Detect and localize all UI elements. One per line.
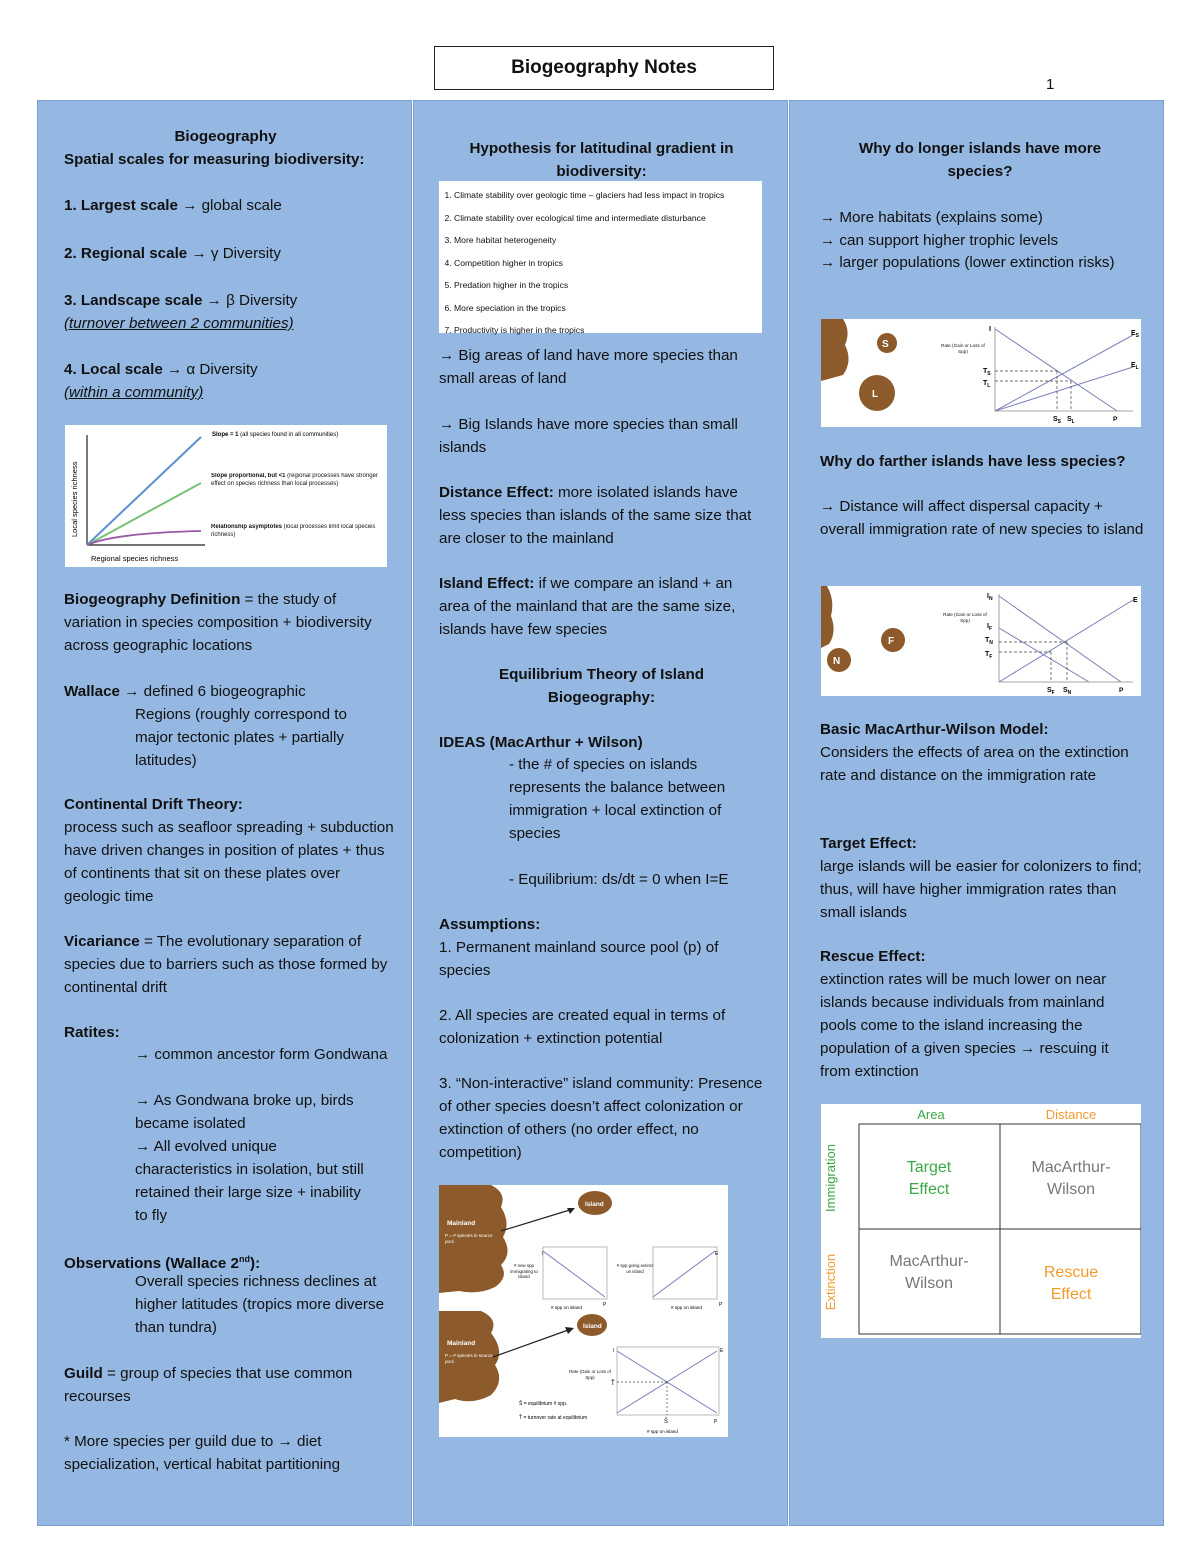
s-hat-definition: Ŝ = equilibrium # spp.	[519, 1401, 568, 1407]
svg-text:P: P	[1113, 416, 1118, 423]
extinction-line-b	[999, 600, 1133, 682]
column-1	[37, 100, 412, 1526]
matrix-macarthur-wilson-area: MacArthur-Wilson	[889, 1253, 969, 1292]
immigration-ylabel: # new spp immigrating to island	[510, 1263, 538, 1279]
effects-matrix	[821, 1104, 1141, 1338]
pool-label-top: P = # species in source pool	[445, 1233, 493, 1244]
hypothesis-item: 3. More habitat heterogeneity	[454, 229, 762, 252]
svg-text:P: P	[1119, 687, 1124, 694]
longer-reason-3: → larger populations (lower extinction risks)	[820, 254, 1115, 271]
richness-chart	[65, 425, 387, 567]
distance-effect-diagram: F N $I_N$ $I_F$ E $T_N$ $T_F$ $S_F$ $S_N$ P Rate (Gain or Loss of Spp)	[821, 586, 1141, 696]
rescue-effect-text: extinction rates will be much lower on near islands because individuals from mainland pools come to the island increasing the population of a given species → rescuing it from extinction	[820, 971, 1109, 1080]
wallace-line: Wallace → defined 6 biogeographic	[64, 683, 306, 700]
ideas-point-1: - the # of species on islands represents the balance between immigration + local extinction of species	[509, 756, 726, 842]
immigration-xlabel: # spp on island	[551, 1305, 582, 1310]
svg-text:TS: $T_S$	[983, 368, 991, 377]
hypothesis-item: 4. Competition higher in tropics	[454, 252, 762, 275]
island-effect: Island Effect: if we compare an island + an area of the mainland that are the same size, islands have few species	[439, 575, 736, 638]
ratites-point-3: → All evolved unique characteristics in isolation, but still retained their large size + inability to fly	[135, 1138, 364, 1224]
equilibrium-xlabel: # spp on island	[647, 1429, 678, 1434]
svg-text:TN: $T_N$	[985, 637, 993, 646]
svg-text:SS: $S_S$	[1053, 416, 1062, 425]
vicariance-definition: Vicariance = The evolutionary separation of species due to barriers such as those formed by continental drift	[64, 933, 388, 996]
scale-2: 2. Regional scale → γ Diversity	[64, 245, 281, 262]
equilibrium-I-label: I	[613, 1348, 615, 1354]
island-label-bottom: Island	[583, 1323, 602, 1330]
equilibrium-T-mark: T̂	[611, 1381, 615, 1387]
biogeography-definition: Biogeography Definition = the study of variation in species composition + biodiversity across geographic locations	[64, 591, 372, 654]
assumption-3: 3. “Non-interactive” island community: Presence of other species doesn’t affect colonization or extinction of others (no order effect, no competition)	[439, 1075, 763, 1161]
area-effect-diagram: S L I $E_S$ $E_L$ $T_S$ $T_L$ $S_S$ $S_L$ P Rate (Gain or Loss of Spp)	[821, 319, 1141, 427]
svg-text:L: L	[872, 389, 879, 400]
hypothesis-item: 1. Climate stability over geologic time – glaciers had less impact in tropics	[454, 184, 762, 207]
svg-text:F: F	[888, 636, 895, 647]
svg-text:SL: $S_L$	[1067, 416, 1075, 425]
svg-text:E: E	[1133, 597, 1138, 604]
ideas-label: IDEAS (MacArthur + Wilson)	[439, 734, 643, 751]
mainland-label-bottom: Mainland	[447, 1340, 476, 1347]
immigration-I-label: I	[542, 1251, 544, 1257]
assumptions-label: Assumptions:	[439, 916, 541, 933]
macarthur-wilson-text: Considers the effects of area on the extinction rate and distance on the immigration rate	[820, 744, 1129, 784]
extinction-curve	[653, 1251, 715, 1297]
observations-text: Overall species richness declines at higher latitudes (tropics more diverse than tundra)	[135, 1273, 385, 1336]
equilibrium-ylabel: Rate (Gain or Loss of Spp)	[569, 1369, 611, 1380]
continental-drift-text: process such as seafloor spreading + subduction have driven changes in position of plates + thus of continents that sit on these plates over geologic time	[64, 819, 394, 905]
farther-islands-heading: Why do farther islands have less species?	[820, 453, 1126, 470]
mainland-shape-a	[821, 319, 849, 381]
longer-reason-1: → More habitats (explains some)	[820, 209, 1043, 226]
scale-3: 3. Landscape scale → β Diversity	[64, 292, 298, 309]
svg-text:TF: $T_F$	[985, 651, 993, 660]
column-3	[789, 100, 1164, 1526]
equilibrium-P-label: P	[714, 1419, 718, 1425]
matrix-rescue-effect: Rescue Effect	[1043, 1264, 1099, 1303]
assumption-1: 1. Permanent mainland source pool (p) of species	[439, 939, 719, 979]
slope-1-annotation: Slope = 1 (all species found in all communities)	[212, 432, 339, 438]
svg-text:EL: $E_L$	[1131, 362, 1139, 371]
observations-label: Observations (Wallace 2nd):	[64, 1254, 261, 1273]
guild-definition: Guild = group of species that use common recourses	[64, 1365, 353, 1405]
big-areas-text: → Big areas of land have more species than small areas of land	[439, 347, 738, 387]
scale-4-note: (within a community)	[64, 384, 204, 401]
extinction-large-line	[995, 367, 1133, 411]
immigration-curve	[543, 1251, 605, 1297]
matrix-col-area: Area	[917, 1107, 945, 1122]
island-label-top: Island	[585, 1201, 604, 1208]
macarthur-wilson-label: Basic MacArthur-Wilson Model:	[820, 721, 1049, 738]
farther-reason: → Distance will affect dispersal capacity + overall immigration rate of new species to island	[820, 498, 1144, 538]
hypothesis-item: 6. More speciation in the tropics	[454, 297, 762, 320]
extinction-xlabel: # spp on island	[671, 1305, 702, 1310]
rescue-effect-label: Rescue Effect:	[820, 948, 926, 965]
hypothesis-item: 5. Predation higher in the tropics	[454, 274, 762, 297]
svg-text:TL: $T_L$	[983, 380, 991, 389]
distance-effect: Distance Effect: more isolated islands have less species than islands of the same size that are closer to the mainland	[439, 484, 752, 547]
equilibrium-diagram	[439, 1185, 728, 1437]
svg-text:IF: $I_F$	[987, 623, 993, 632]
mainland-shape-b	[821, 586, 834, 648]
hypothesis-heading: Hypothesis for latitudinal gradient in biodiversity:	[469, 140, 734, 180]
guild-note: * More species per guild due to → diet specialization, vertical habitat partitioning	[64, 1433, 341, 1473]
ratites-point-2: → As Gondwana broke up, birds became isolated	[135, 1092, 354, 1132]
slope-proportional-annotation: Slope proportional, but <1 (regional processes have stronger effect on species richness than local processes)	[211, 473, 378, 487]
slope-1-line	[87, 437, 201, 545]
hypothesis-item: 2. Climate stability over ecological time and intermediate disturbance	[454, 207, 762, 230]
column-2	[413, 100, 788, 1526]
svg-text:I: I	[989, 326, 991, 333]
longer-islands-heading: Why do longer islands have more species?	[858, 140, 1102, 180]
svg-text:IN: $I_N$	[987, 593, 993, 602]
svg-text:SN: $S_N$	[1063, 687, 1072, 696]
svg-text:SF: $S_F$	[1047, 687, 1055, 696]
arrow-bottom	[493, 1329, 571, 1357]
wallace-regions: Regions (roughly correspond to major tectonic plates + partially latitudes)	[135, 706, 347, 769]
target-effect-label: Target Effect:	[820, 835, 917, 852]
matrix-row-immigration: Immigration	[823, 1144, 838, 1212]
svg-text:S: S	[882, 339, 889, 350]
arrow-top	[501, 1209, 573, 1231]
pool-label-bottom: P = # species in source pool	[445, 1353, 493, 1364]
matrix-target-effect: Target Effect	[906, 1159, 952, 1198]
equilibrium-heading: Equilibrium Theory of Island Biogeography:	[498, 666, 705, 706]
extinction-E-label: E	[715, 1251, 719, 1257]
equilibrium-E-label: E	[720, 1348, 724, 1354]
immigration-line-a	[995, 329, 1117, 411]
scale-1: 1. Largest scale → global scale	[64, 197, 282, 214]
extinction-P-label: P	[719, 1302, 723, 1308]
scale-4: 4. Local scale → α Diversity	[64, 361, 258, 378]
assumption-2: 2. All species are created equal in terms of colonization + extinction potential	[439, 1007, 726, 1047]
asymptote-line	[87, 531, 201, 545]
richness-ylabel: Local species richness	[70, 461, 79, 537]
asymptote-annotation: Relationship asymptotes (local processes limit local species richness)	[211, 524, 376, 538]
matrix-macarthur-wilson-distance: MacArthur-Wilson	[1031, 1159, 1111, 1198]
hypothesis-list	[439, 181, 762, 333]
mainland-label-top: Mainland	[447, 1220, 476, 1227]
svg-text:ES: $E_S$	[1131, 330, 1140, 339]
col1-subheading: Spatial scales for measuring biodiversity:	[64, 151, 365, 168]
target-effect-text: large islands will be easier for colonizers to find; thus, will have higher immigration rates than small islands	[820, 858, 1142, 921]
ratites-label: Ratites:	[64, 1024, 120, 1041]
equilibrium-S-mark: Ŝ	[664, 1419, 669, 1425]
matrix-col-distance: Distance	[1045, 1107, 1097, 1122]
continental-drift-label: Continental Drift Theory:	[64, 796, 243, 813]
ratites-point-1: → common ancestor form Gondwana	[135, 1046, 388, 1063]
page-number: 1	[1046, 76, 1055, 93]
col1-heading: Biogeography	[174, 128, 277, 145]
big-islands-text: → Big Islands have more species than small islands	[439, 416, 738, 456]
svg-text:N: N	[833, 656, 841, 667]
immigration-P-label: P	[603, 1302, 607, 1308]
scale-3-note: (turnover between 2 communities)	[64, 315, 294, 332]
t-hat-definition: T̂ = turnover rate at equilibrium	[519, 1415, 588, 1421]
hypothesis-item: 7. Productivity is higher in the tropics	[454, 319, 762, 342]
page-title: Biogeography Notes	[434, 46, 774, 90]
longer-reason-2: → can support higher trophic levels	[820, 232, 1059, 249]
extinction-small-line	[995, 335, 1133, 411]
extinction-ylabel: # spp going extinct on island	[616, 1263, 654, 1274]
ideas-point-2: - Equilibrium: ds/dt = 0 when I=E	[509, 871, 729, 888]
richness-xlabel: Regional species richness	[91, 554, 179, 563]
matrix-row-extinction: Extinction	[823, 1253, 838, 1311]
